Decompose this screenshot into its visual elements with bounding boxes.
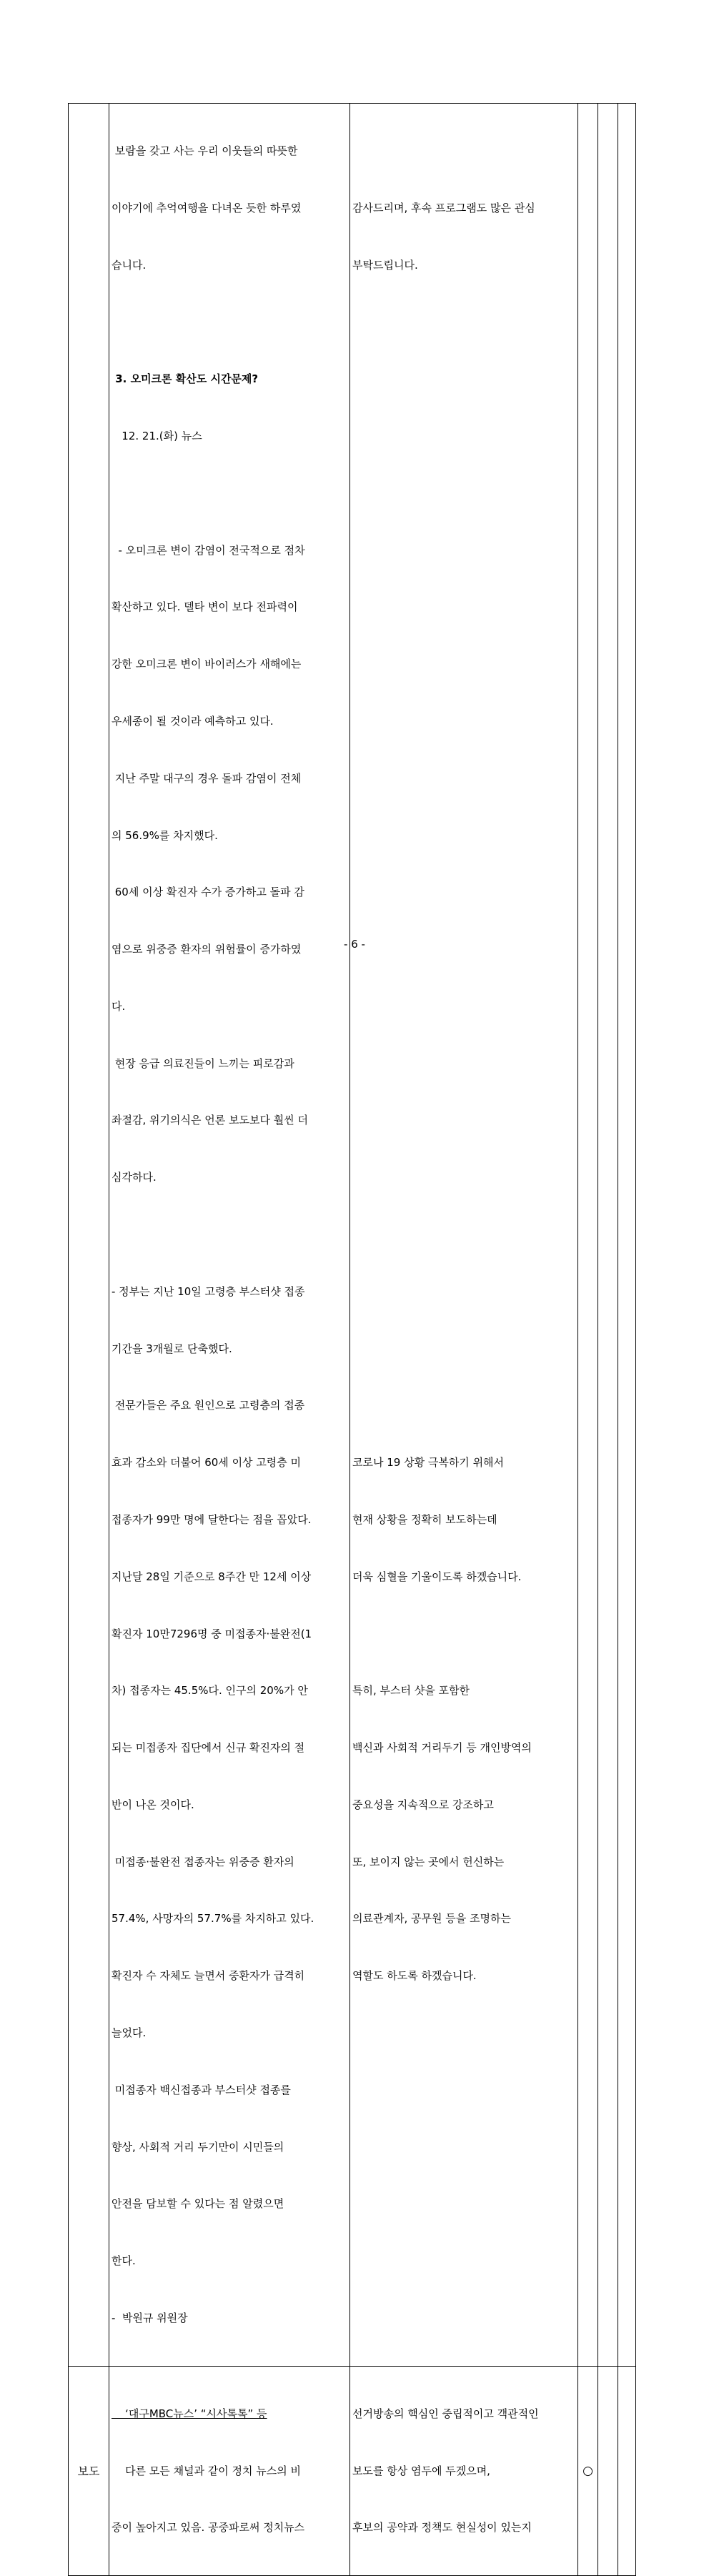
text-line: 현재 상황을 정확히 보도하는데 <box>352 1512 497 1526</box>
text-line: 특히, 부스터 샷을 포함한 <box>352 1684 470 1698</box>
text-line: - 정부는 지난 10일 고령층 부스터샷 접종 <box>111 1284 305 1298</box>
text-line <box>352 313 575 332</box>
text-line: 늘었다. <box>111 2026 147 2039</box>
text-line <box>352 1625 575 1644</box>
text-line: 확진자 10만7296명 중 미접종자·불완전(1 <box>111 1627 312 1640</box>
empty-cell <box>618 104 636 2367</box>
text-line: 전문가들은 주요 원인으로 고령층의 접종 <box>111 1399 305 1412</box>
mark-cell: ○ <box>578 2366 598 2576</box>
content-cell <box>109 2366 350 2576</box>
text-line <box>352 427 575 446</box>
text-line: 강한 오미크론 변이 바이러스가 새해에는 <box>111 658 302 671</box>
text-line <box>352 826 575 846</box>
table-row <box>69 2366 636 2576</box>
text-line: 역할도 하도록 하겠습니다. <box>352 1969 477 1983</box>
text-line: 다. <box>111 999 126 1013</box>
text-line <box>352 769 575 788</box>
text-line <box>111 313 347 332</box>
report-table <box>68 103 636 2576</box>
text-line: 반이 나온 것이다. <box>111 1798 194 1811</box>
category-cell: 보도 <box>69 2366 109 2576</box>
text-line <box>352 883 575 902</box>
text-line: 57.4%, 사망자의 57.7%를 차지하고 있다. <box>111 1912 314 1926</box>
text-line: 미접종자 백신접종과 부스터샷 접종를 <box>111 2083 291 2096</box>
program-title: ‘대구MBC뉴스’ “시사톡톡” 등 <box>111 2407 267 2420</box>
text-line: 기간을 3개월로 단축했다. <box>111 1342 232 1355</box>
category-cell <box>69 104 109 2367</box>
response-text <box>350 2367 577 2576</box>
text-line: 감사드리며, 후속 프로그램도 많은 관심 <box>352 201 535 214</box>
text-line: 보람을 갖고 사는 우리 이웃들의 따뜻한 <box>111 144 298 158</box>
content-text <box>109 104 349 2366</box>
text-line: 좌절감, 위기의식은 언론 보도보다 훨씬 더 <box>111 1114 308 1127</box>
text-line: 후보의 공약과 정책도 현실성이 있는지 <box>352 2521 532 2535</box>
response-text <box>350 104 577 2023</box>
text-line: 중이 높아지고 있음. 공중파로써 정치뉴스 <box>111 2521 305 2535</box>
text-line: 의 56.9%를 차지했다. <box>111 828 218 842</box>
text-line <box>352 1339 575 1359</box>
page-number: - 6 - <box>344 938 365 951</box>
mark-cell <box>578 104 598 2367</box>
text-line: 현장 응급 의료진들이 느끼는 피로감과 <box>111 1056 294 1070</box>
text-line: 지난 주말 대구의 경우 돌파 감염이 전체 <box>111 771 302 785</box>
text-line <box>352 142 575 161</box>
text-line: 더욱 심혈을 기울이도록 하겠습니다. <box>352 1570 522 1583</box>
text-line <box>352 1054 575 1074</box>
text-line: 습니다. <box>111 258 147 272</box>
text-line: 우세종이 될 것이라 예측하고 있다. <box>111 715 274 728</box>
text-line: 효과 감소와 더불어 60세 이상 고령층 미 <box>111 1456 302 1470</box>
text-line: 다른 모든 채널과 같이 정치 뉴스의 비 <box>111 2464 302 2477</box>
text-line <box>352 370 575 389</box>
text-line <box>352 655 575 674</box>
empty-cell <box>598 104 618 2367</box>
text-line: 60세 이상 확진자 수가 증가하고 돌파 감 <box>111 886 304 899</box>
text-line <box>352 1168 575 1187</box>
text-line: 또, 보이지 않는 곳에서 헌신하는 <box>352 1855 505 1868</box>
empty-cell <box>598 2366 618 2576</box>
text-line: 미접종·불완전 접종자는 위중증 환자의 <box>111 1855 294 1868</box>
text-line: 확산하고 있다. 델타 변이 보다 전파력이 <box>111 600 298 614</box>
text-line: 향상, 사회적 거리 두기만이 시민들의 <box>111 2140 284 2154</box>
text-line <box>352 1282 575 1302</box>
text-line <box>111 484 347 503</box>
text-line: 염으로 위중증 환자의 위험률이 증가하였 <box>111 943 302 956</box>
text-line <box>352 1111 575 1130</box>
response-cell <box>350 2366 578 2576</box>
text-line: 한다. <box>111 2254 136 2268</box>
text-line: 부탁드립니다. <box>352 258 418 272</box>
table-row <box>69 104 636 2367</box>
text-line: 코로나 19 상황 극복하기 위해서 <box>352 1456 505 1470</box>
text-line: 백신과 사회적 거리두기 등 개인방역의 <box>352 1741 532 1755</box>
text-line: 12. 21.(화) 뉴스 <box>111 430 202 443</box>
text-line: 되는 미접종자 집단에서 신규 확진자의 절 <box>111 1741 305 1755</box>
text-line: 안전을 담보할 수 있다는 점 알렸으면 <box>111 2197 284 2211</box>
text-line <box>352 997 575 1016</box>
text-line: 심각하다. <box>111 1171 157 1184</box>
text-line <box>111 1225 347 1244</box>
text-line: 의료관계자, 공무원 등을 조명하는 <box>352 1912 511 1926</box>
text-line: 차) 접종자는 45.5%다. 인구의 20%가 안 <box>111 1684 308 1698</box>
text-line <box>352 484 575 503</box>
section-title: 3. 오미크론 확산도 시간문제? <box>111 372 259 386</box>
text-line <box>352 1396 575 1415</box>
text-line: 보도를 항상 염두에 두겠으며, <box>352 2464 490 2477</box>
text-line <box>352 1225 575 1244</box>
text-line: - 박원규 위원장 <box>111 2311 188 2324</box>
text-line <box>352 541 575 560</box>
text-line: 확진자 수 자체도 늘면서 중환자가 급격히 <box>111 1969 305 1983</box>
text-line: 이야기에 추억여행을 다녀온 듯한 하루였 <box>111 201 302 214</box>
text-line: 선거방송의 핵심인 중립적이고 객관적인 <box>352 2407 539 2420</box>
content-cell <box>109 104 350 2367</box>
text-line: 중요성을 지속적으로 강조하고 <box>352 1798 494 1811</box>
text-line <box>352 712 575 731</box>
text-line: 접종자가 99만 명에 달한다는 점을 꼽았다. <box>111 1512 312 1526</box>
text-line: - 오미크론 변이 감염이 전국적으로 점차 <box>111 543 305 557</box>
text-line <box>352 598 575 617</box>
content-text <box>109 2367 349 2576</box>
empty-cell <box>618 2366 636 2576</box>
response-cell <box>350 104 578 2367</box>
text-line: 지난달 28일 기준으로 8주간 만 12세 이상 <box>111 1570 312 1583</box>
